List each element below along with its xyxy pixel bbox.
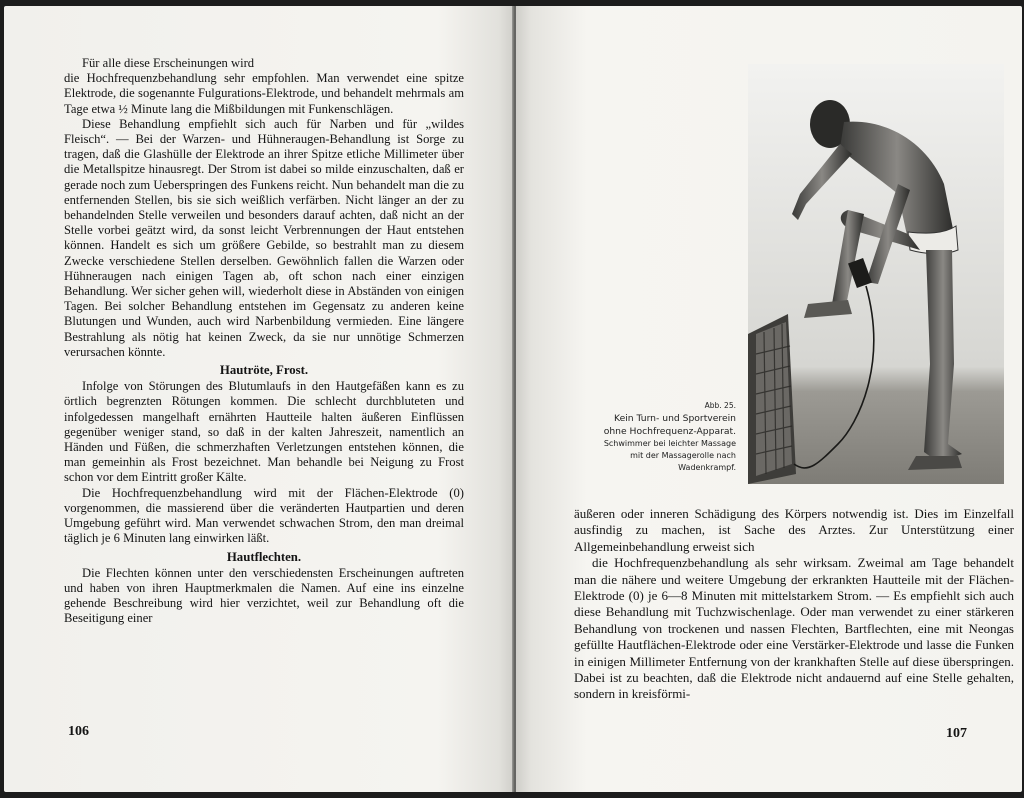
- page-number: 107: [946, 726, 967, 741]
- right-page: [516, 6, 1022, 792]
- figure-label: Abb. 25.: [704, 401, 736, 410]
- wicker-chair: [748, 314, 796, 484]
- page-number: 106: [68, 724, 89, 739]
- paragraph: die Hochfrequenzbehandlung als sehr wirksam. Zweimal am Tage behandelt man die nähere und weitere Umgebung der erkrankten Hautteile mit der Flächen-Elektrode (0) je 6—8 Minuten mit mittelstarkem Strom. — Es empfiehlt sich auch diese Behandlung mit Tuchzwischenlage. Oder man verwendet zu einer stärkeren Behandlung von trockenen und nassen Flechten, Bartflechten, eine mit Neongas gefüllte Hautflächen-Elektrode oder eine Verstärker-Elektrode und lasse die Funken in einigen Millimeter Entfernung von der krankhaften Stelle auf diese überspringen. Dabei ist zu beachten, daß die Elektrode nicht andauernd auf eine Stelle gehalten, sondern in kreisförmi-: [574, 555, 1014, 702]
- paragraph: Diese Behandlung empfiehlt sich auch für Narben und für „wildes Fleisch“. — Bei der Warzen- und Hühneraugen-Behandlung ist Sorge zu tragen, daß die Glashülle der Elektrode an ihrer Spitze etliche Millimeter über die Metallspitze hinausregt. Der Strom ist dabei so milde einzuschalten, daß er gerade noch zum Ueberspringen des Funkens reicht. Nun behandelt man die zu entfernenden Stellen, bis sie sich weißlich verfärben. Nicht länger an der zu behandelnden Stelle verweilen und besonders darauf achten, daß nicht an der Stelle vorbei geätzt wird, da sonst leicht Verbrennungen der Haut entstehen können. Handelt es sich um größere Gebilde, so bestrahlt man zu diesem Zwecke verschiedene Stellen derselben. Gewöhnlich fallen die Warzen oder Hühneraugen nach einigen Tagen ab, oft schon nach einer einzigen Behandlung. Wer sicher gehen will, wiederholt diese in Abständen von einigen Tagen. Bei solcher Behandlung entstehen im Gegensatz zu anderen keine Blutungen und Wunden, auch wird Narbenbildung vermieden. Eine längere Bestrahlung als nötig hat keinen Zweck, da sie nur unnötige Schmerzen verursachen könnte.: [64, 116, 464, 359]
- paragraph: Die Flechten können unter den verschiedensten Erscheinungen auftreten und haben von ihren Hauptmerkmalen die Namen. Auf eine ins einzelne gehende Beschreibung wird hier verzichtet, weil zur Behandlung oft die Beseitigung einer: [64, 565, 464, 626]
- figure-caption: [580, 400, 736, 474]
- paragraph: die Hochfrequenzbehandlung sehr empfohlen. Man verwendet eine spitze Elektrode, die sogenannte Fulgurations-Elektrode, und behandelt mehrmals am Tage etwa ½ Minute lang die Mißbildungen mit Funkenschlägen.: [64, 71, 464, 116]
- caption-subline: Schwimmer bei leichter Massage: [603, 439, 736, 448]
- paragraph: äußeren oder inneren Schädigung des Körpers notwendig ist. Dies im Einzelfall ausfindig zu machen, ist Sache des Arztes. Zur Unterstützung einer Allgemeinbehandlung erweist sich: [574, 506, 1014, 554]
- caption-title-line: Kein Turn- und Sportverein: [614, 413, 736, 424]
- caption-subline: mit der Massagerolle nach: [630, 451, 736, 460]
- left-page: [4, 6, 514, 792]
- section-heading: Hautflechten.: [226, 549, 302, 564]
- right-page-text: [574, 506, 1014, 703]
- swimmer-photo: [748, 64, 1004, 484]
- intro-line: Für alle diese Erscheinungen wird: [82, 56, 255, 70]
- section-heading: Hautröte, Frost.: [219, 363, 309, 378]
- caption-title-line: ohne Hochfrequenz-Apparat.: [603, 426, 736, 437]
- caption-subline: Wadenkrampf.: [678, 463, 736, 472]
- paragraph: Infolge von Störungen des Blutumlaufs in den Hautgefäßen kann es zu örtlich begrenzten Rötungen kommen. Die schlecht durchbluteten und infolgedessen mangelhaft ernährten Hautteile halten äußeren Einflüssen gegenüber weniger stand, so daß in der kalten Jahreszeit, namentlich an Händen und Füßen, die schmerzhaften Verletzungen entstehen können, die man gemeinhin als Frost bezeichnet. Man behandle bei Neigung zu Frost schon vor dem Eintritt großer Kälte.: [64, 379, 464, 485]
- left-page-text: [64, 56, 464, 627]
- paragraph: Die Hochfrequenzbehandlung wird mit der Flächen-Elektrode (0) vorgenommen, die massierend über die veränderten Hautpartien und deren Umgebung geführt wird. Man verwendet schwachen Strom, den man dreimal täglich je 6 Minuten lang einwirken läßt.: [64, 485, 464, 546]
